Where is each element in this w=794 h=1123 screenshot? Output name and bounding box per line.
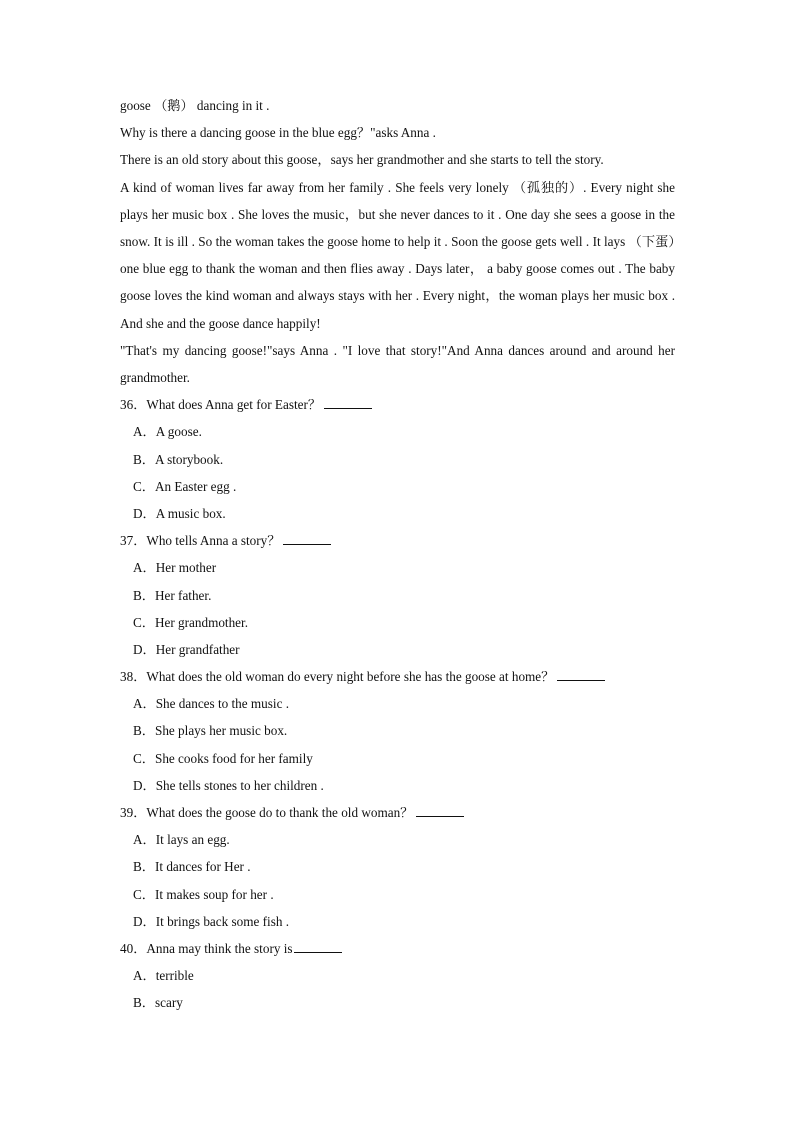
- question-stem: 36．What does Anna get for Easter？: [120, 397, 322, 413]
- question-39: [120, 799, 675, 826]
- answer-blank: [283, 532, 331, 545]
- answer-blank: [294, 940, 342, 953]
- option-a: A．A goose.: [133, 424, 202, 440]
- answer-blank: [324, 396, 372, 409]
- question-stem: 39．What does the goose do to thank the old woman？: [120, 805, 414, 820]
- question-stem: 37．Who tells Anna a story？: [120, 533, 281, 549]
- option-a: A．It lays an egg.: [133, 832, 230, 848]
- option-b: B．It dances for Her .: [133, 859, 251, 875]
- option-d: D．Her grandfather: [133, 641, 240, 657]
- option-a: A．terrible: [133, 968, 194, 984]
- answer-blank: [557, 668, 605, 681]
- question-stem: 40．Anna may think the story is: [120, 940, 293, 956]
- question-36: [120, 391, 675, 418]
- option-a: A．She dances to the music .: [133, 696, 290, 712]
- story-paragraph: A kind of woman lives far away from her family . She feels very lonely （孤独的）. Every night she plays her music box . She loves the music，but she never dances to it . One day she sees a goose in the snow. It is ill . So the woman takes the goose home to help it . Soon the goose gets well . It lays （下蛋）one blue egg to thank the woman and then flies away . Days later， a baby goose comes out . The baby goose loves the kind woman and always stays with her . Every night，the woman plays her music box . And she and the goose dance happily!: [120, 179, 675, 331]
- option-b: B．A storybook.: [133, 451, 224, 467]
- passage-line: Why is there a dancing goose in the blue egg？"asks Anna .: [120, 125, 436, 141]
- ending-paragraph: "That's my dancing goose!"says Anna . "I love that story!"And Anna dances around and around her grandmother.: [120, 342, 675, 385]
- passage-line: goose （鹅） dancing in it .: [120, 98, 270, 113]
- option-b: B．Her father.: [133, 587, 212, 603]
- question-37: [120, 527, 675, 554]
- answer-blank: [416, 804, 464, 817]
- question-40: [120, 935, 675, 962]
- question-38: [120, 663, 675, 690]
- option-a: A．Her mother: [133, 560, 217, 576]
- option-d: D．A music box.: [133, 505, 226, 521]
- option-c: C．Her grandmother.: [133, 614, 248, 630]
- option-c: C．It makes soup for her .: [133, 886, 274, 902]
- option-c: C．An Easter egg .: [133, 478, 237, 494]
- passage-line: There is an old story about this goose，says her grandmother and she starts to tell the story.: [120, 152, 604, 168]
- option-d: D．She tells stones to her children .: [133, 777, 324, 793]
- document-content: [120, 92, 675, 1017]
- option-b: B．She plays her music box.: [133, 723, 288, 739]
- option-d: D．It brings back some fish .: [133, 913, 290, 929]
- option-c: C．She cooks food for her family: [133, 750, 313, 766]
- question-stem: 38．What does the old woman do every night before she has the goose at home？: [120, 669, 555, 685]
- option-b: B．scary: [133, 995, 183, 1011]
